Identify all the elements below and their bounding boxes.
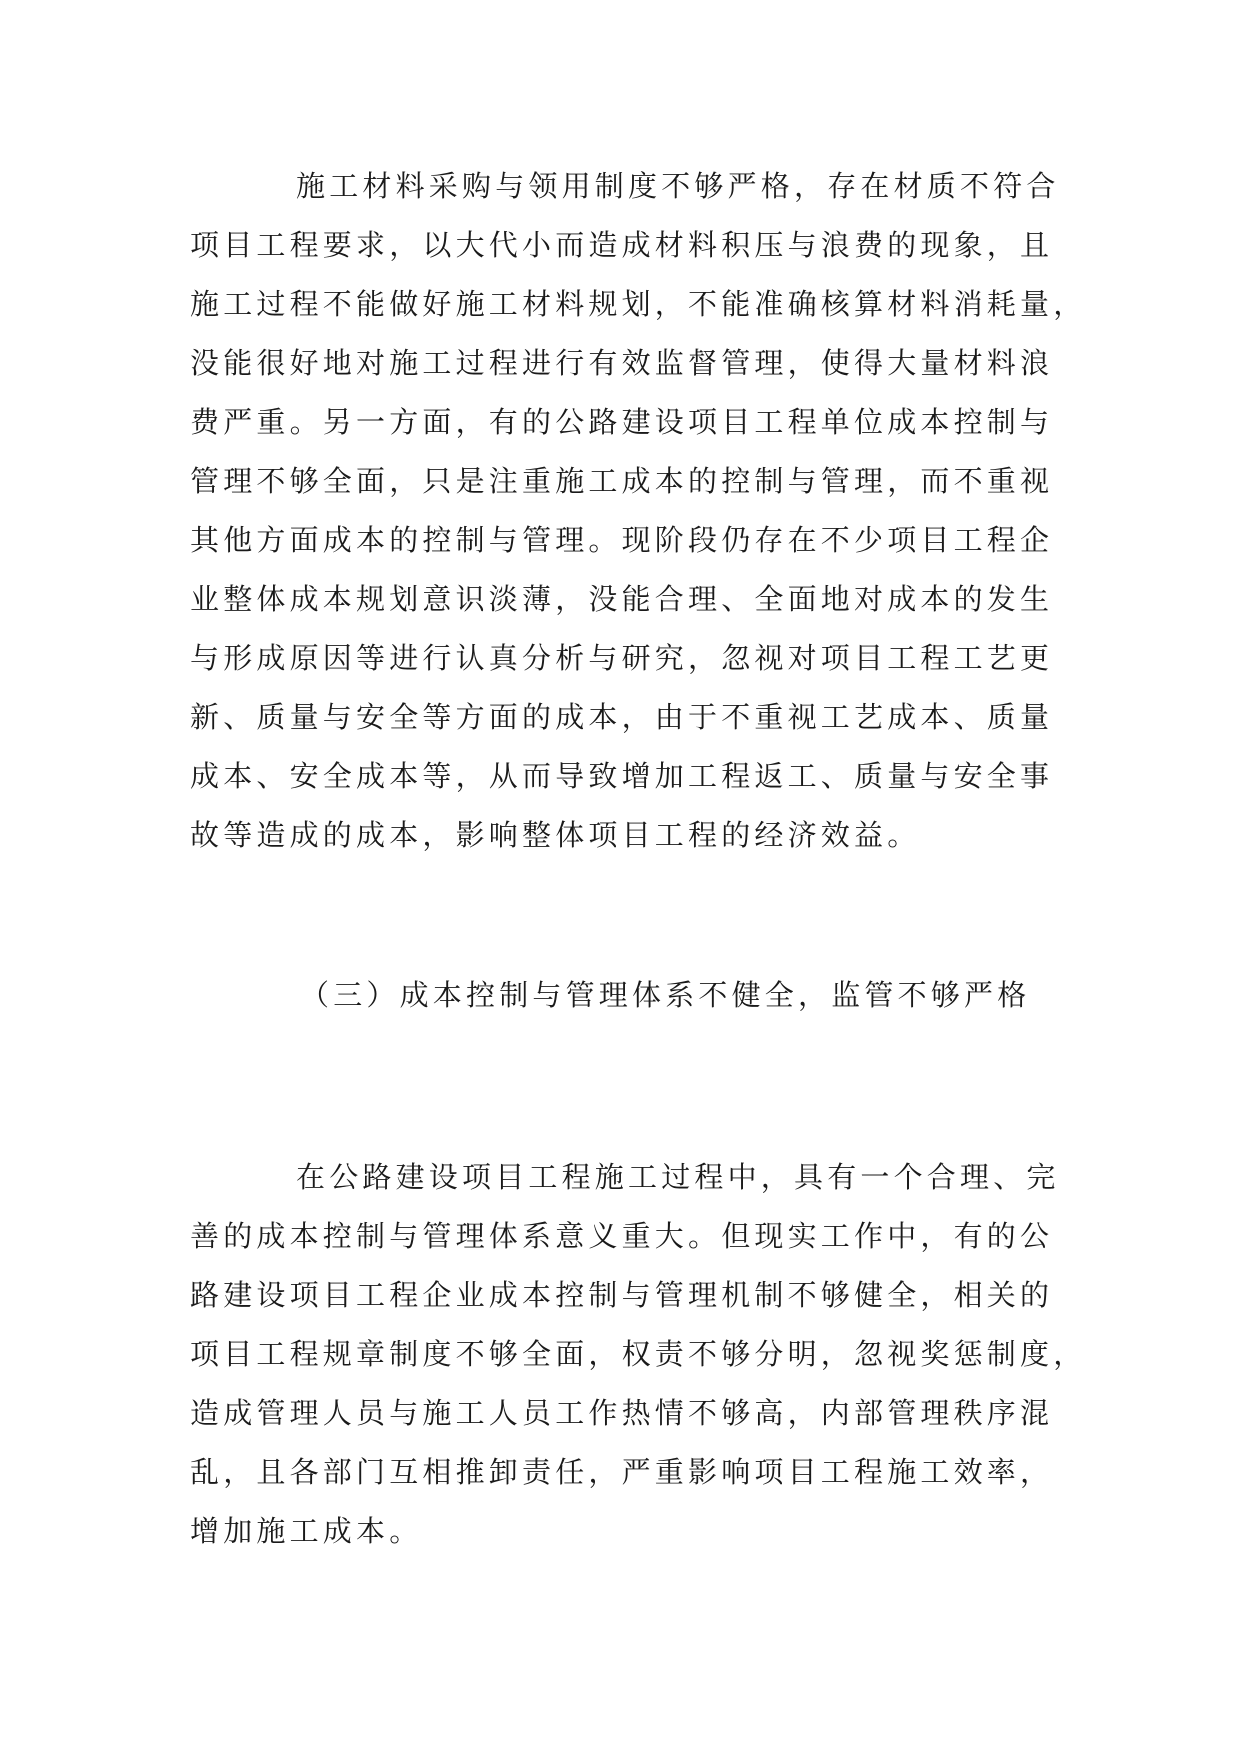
paragraph-line: 故等造成的成本，影响整体项目工程的经济效益。 (190, 818, 921, 852)
paragraph-line: 新、质量与安全等方面的成本，由于不重视工艺成本、质量 (190, 700, 1054, 734)
section-heading: （三）成本控制与管理体系不健全，监管不够严格 (300, 978, 1031, 1012)
paragraph-line: 成本、安全成本等，从而导致增加工程返工、质量与安全事 (190, 759, 1054, 793)
paragraph-line: 项目工程要求，以大代小而造成材料积压与浪费的现象，且 (190, 228, 1054, 262)
paragraph-line: 费严重。另一方面，有的公路建设项目工程单位成本控制与 (190, 405, 1054, 439)
paragraph-line: 造成管理人员与施工人员工作热情不够高，内部管理秩序混 (190, 1396, 1054, 1430)
paragraph-line: 与形成原因等进行认真分析与研究，忽视对项目工程工艺更 (190, 641, 1054, 675)
paragraph-line: 乱，且各部门互相推卸责任，严重影响项目工程施工效率， (190, 1455, 1054, 1489)
paragraph-line: 没能很好地对施工过程进行有效监督管理，使得大量材料浪 (190, 346, 1054, 380)
paragraph-line: 施工过程不能做好施工材料规划，不能准确核算材料消耗量， (190, 287, 1087, 321)
paragraph-cost-control-system (190, 1148, 1087, 1561)
paragraph-material-procurement (190, 157, 1087, 865)
paragraph-line: 增加施工成本。 (190, 1514, 423, 1548)
paragraph-line: 项目工程规章制度不够全面，权责不够分明，忽视奖惩制度， (190, 1337, 1087, 1371)
paragraph-line: 业整体成本规划意识淡薄，没能合理、全面地对成本的发生 (190, 582, 1054, 616)
paragraph-line: 善的成本控制与管理体系意义重大。但现实工作中，有的公 (190, 1219, 1054, 1253)
paragraph-line: 其他方面成本的控制与管理。现阶段仍存在不少项目工程企 (190, 523, 1054, 557)
paragraph-line: 施工材料采购与领用制度不够严格，存在材质不符合 (296, 169, 1060, 203)
paragraph-line: 路建设项目工程企业成本控制与管理机制不够健全，相关的 (190, 1278, 1054, 1312)
paragraph-line: 在公路建设项目工程施工过程中，具有一个合理、完 (296, 1160, 1060, 1194)
paragraph-line: 管理不够全面，只是注重施工成本的控制与管理，而不重视 (190, 464, 1054, 498)
